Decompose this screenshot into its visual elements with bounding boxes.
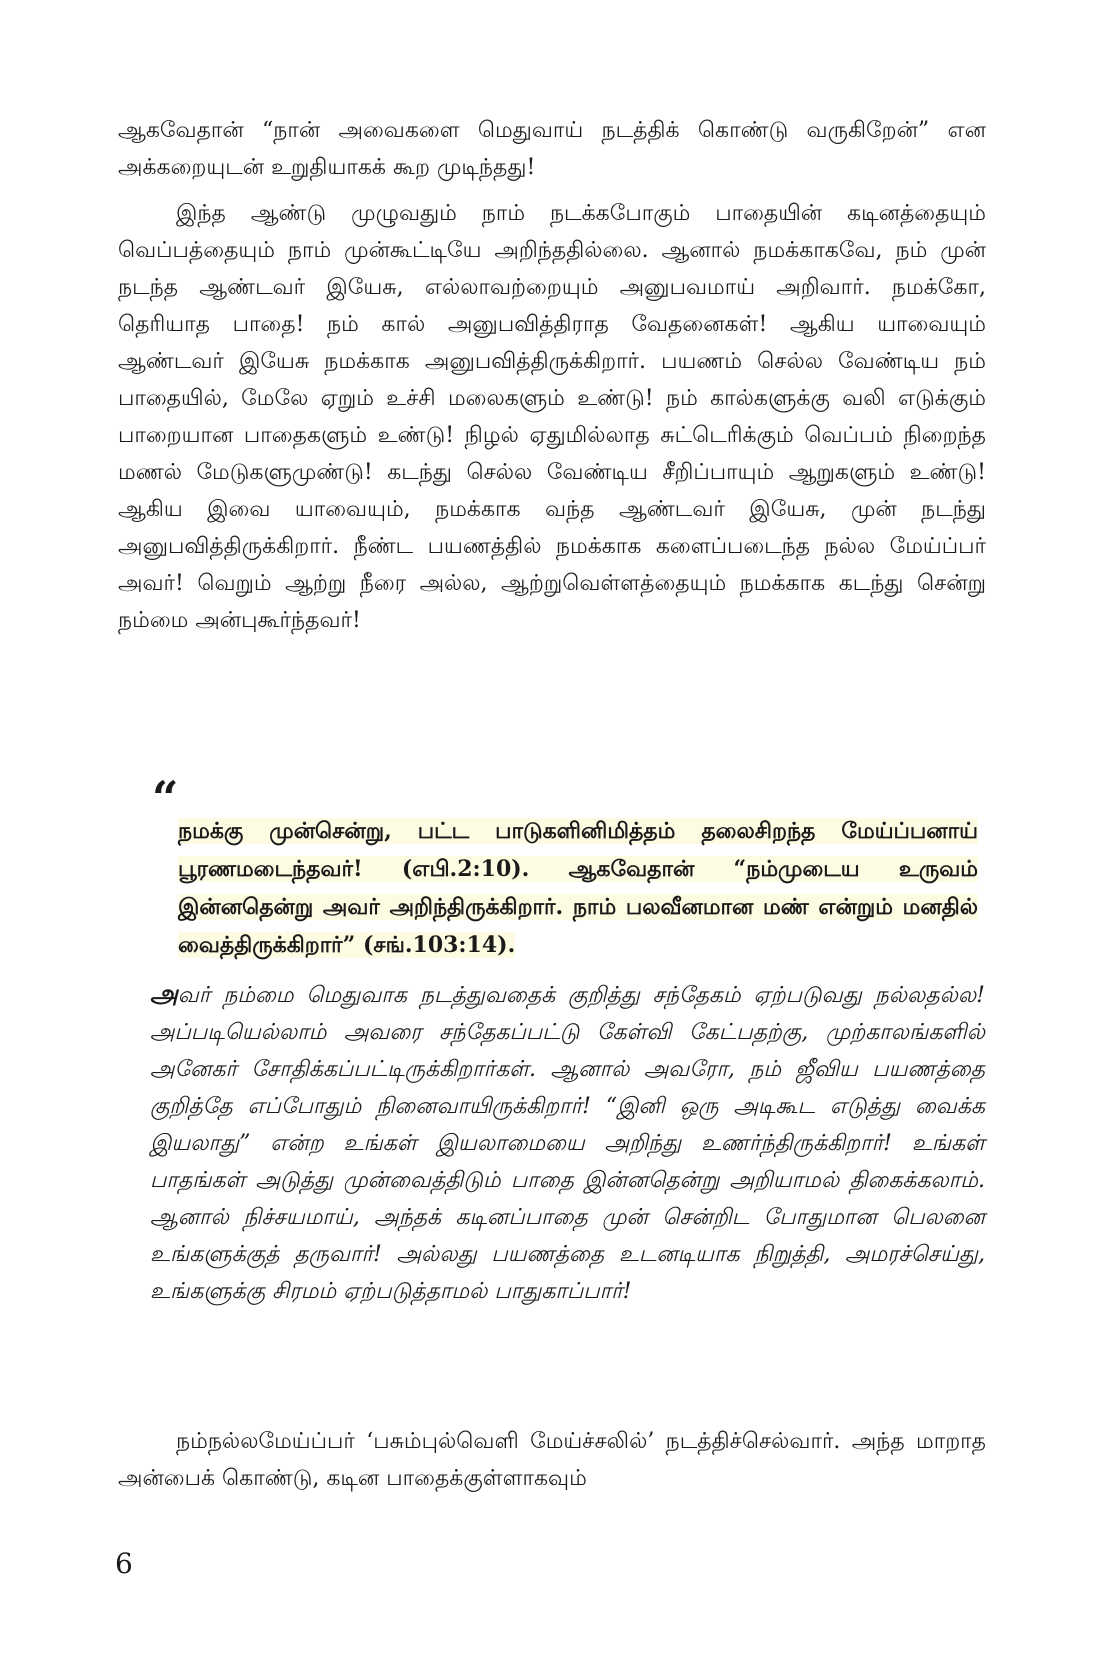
paragraph-shepherd: நம்நல்லமேய்ப்பர் ‘பசும்புல்வெளி மேய்ச்சலில்’ நடத்திச்செல்வார். அந்த மாறாத அன்பைக் கொண்டு, கடின பாதைக்குள்ளாகவும் (118, 1429, 986, 1491)
italic-paragraph (150, 975, 985, 1310)
page-number: 6 (115, 1547, 133, 1580)
paragraph-journey: இந்த ஆண்டு முழுவதும் நாம் நடக்கபோகும் பாதையின் கடினத்தையும் வெப்பத்தையும் நாம் முன்கூட்டியே அறிந்ததில்லை. ஆனால் நமக்காகவே, நம் முன் நடந்த ஆண்டவர் இயேசு, எல்லாவற்றையும் அனுபவமாய் அறிவார். நமக்கோ, தெரியாத பாதை! நம் கால் அனுபவித்திராத வேதனைகள்! ஆகிய யாவையும் ஆண்டவர் இயேசு நமக்காக அனுபவித்திருக்கிறார். பயணம் செல்ல வேண்டிய நம் பாதையில், மேலே ஏறும் உச்சி மலைகளும் உண்டு! நம் கால்களுக்கு வலி எடுக்கும் பாறையான பாதைகளும் உண்டு! நிழல் ஏதுமில்லாத சுட்டெரிக்கும் வெப்பம் நிறைந்த மணல் மேடுகளுமுண்டு! கடந்து செல்ல வேண்டிய சீறிப்பாயும் ஆறுகளும் உண்டு! ஆகிய இவை யாவையும், நமக்காக வந்த ஆண்டவர் இயேசு, முன் நடந்து அனுபவித்திருக்கிறார். நீண்ட பயணத்தில் நமக்காக களைப்படைந்த நல்ல மேய்ப்பர் அவர்! வெறும் ஆற்று நீரை அல்ல, ஆற்றுவெள்ளத்தையும் நமக்காக கடந்து சென்று நம்மை அன்புகூர்ந்தவர்! (118, 201, 986, 633)
open-quote-mark: “ (152, 771, 179, 825)
italic-paragraph-text: வர் நம்மை மெதுவாக நடத்துவதைக் குறித்து சந்தேகம் ஏற்படுவது நல்லதல்ல! அப்படியெல்லாம் அவரை சந்தேகப்பட்டு கேள்வி கேட்பதற்கு, முற்காலங்களில் அனேகர் சோதிக்கப்பட்டிருக்கிறார்கள். ஆனால் அவரோ, நம் ஜீவிய பயணத்தை குறித்தே எப்போதும் நினைவாயிருக்கிறார்! “இனி ஒரு அடிகூட எடுத்து வைக்க இயலாது” என்ற உங்கள் இயலாமையை அறிந்து உணர்ந்திருக்கிறார்! உங்கள் பாதங்கள் அடுத்து முன்வைத்திடும் பாதை இன்னதென்று அறியாமல் திகைக்கலாம். ஆனால் நிச்சயமாய், அந்தக் கடினப்பாதை முன் சென்றிட போதுமான பெலனை உங்களுக்குத் தருவார்! அல்லது பயணத்தை உடனடியாக நிறுத்தி, அமரச்செய்து, உங்களுக்கு சிரமம் ஏற்படுத்தாமல் பாதுகாப்பார்! (150, 983, 985, 1304)
pull-quote-text: நமக்கு முன்சென்று, பட்ட பாடுகளினிமித்தம் தலைசிறந்த மேய்ப்பனாய் பூரணமடைந்தவர்! (எபி.2:10). ஆகவேதான் “நம்முடைய உருவம் இன்னதென்று அவர் அறிந்திருக்கிறார். நாம் பலவீனமான மண் என்றும் மனதில் வைத்திருக்கிறார்” (சங்.103:14). (178, 818, 978, 958)
paragraph-intro: ஆகவேதான் “நான் அவைகளை மெதுவாய் நடத்திக் கொண்டு வருகிறேன்” என அக்கறையுடன் உறுதியாகக் கூற முடிந்தது! (118, 118, 986, 180)
italic-dropcap: அ (150, 979, 178, 1008)
pull-quote (178, 812, 978, 964)
